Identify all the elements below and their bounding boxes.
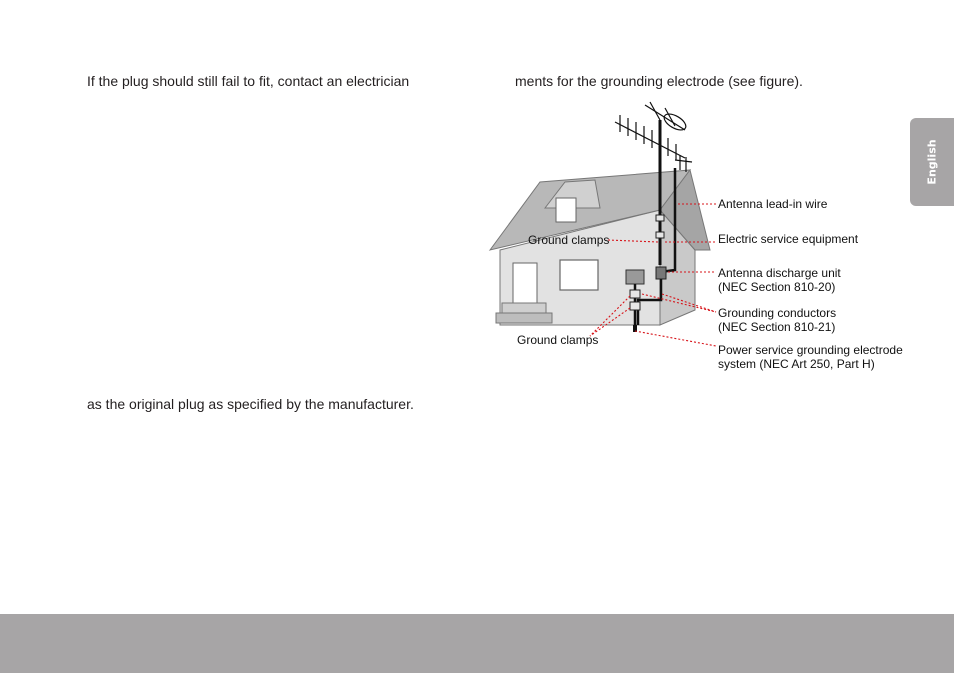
antenna-grounding-figure (480, 100, 910, 385)
ground-clamp-1 (630, 290, 640, 298)
ground-clamp-2 (630, 302, 640, 310)
dormer-window (556, 198, 576, 222)
page-footer-bar (0, 614, 954, 673)
door-step-lower (496, 313, 552, 323)
language-tab-label: English (925, 139, 939, 185)
mast-clamp-1 (656, 215, 664, 221)
label-power-service-nec: system (NEC Art 250, Part H) (718, 357, 875, 371)
label-discharge-unit: Antenna discharge unit (718, 266, 841, 280)
antenna-grounding-diagram (480, 100, 910, 385)
label-antenna-lead-in: Antenna lead-in wire (718, 197, 828, 211)
mast-clamp-2 (656, 232, 664, 238)
label-discharge-unit-nec: (NEC Section 810-20) (718, 280, 836, 294)
label-ground-clamps-upper: Ground clamps (528, 233, 610, 247)
house-door (513, 263, 537, 303)
language-tab (910, 118, 954, 206)
label-ground-clamps-lower: Ground clamps (517, 333, 599, 347)
label-grounding-conductors: Grounding conductors (718, 306, 837, 320)
house-window (560, 260, 598, 290)
discharge-unit (656, 267, 666, 279)
door-step (502, 303, 546, 313)
body-text-right-top: ments for the grounding electrode (see figure). (515, 73, 803, 89)
electric-service-box (626, 270, 644, 284)
antenna-array (615, 102, 692, 172)
label-power-service: Power service grounding electrode (718, 343, 903, 357)
body-text-left-top: If the plug should still fail to fit, contact an electrician (87, 73, 410, 89)
label-grounding-conductors-nec: (NEC Section 810-21) (718, 320, 836, 334)
label-electric-service: Electric service equipment (718, 232, 859, 246)
body-text-left-bottom: as the original plug as specified by the manufacturer. (87, 396, 414, 412)
